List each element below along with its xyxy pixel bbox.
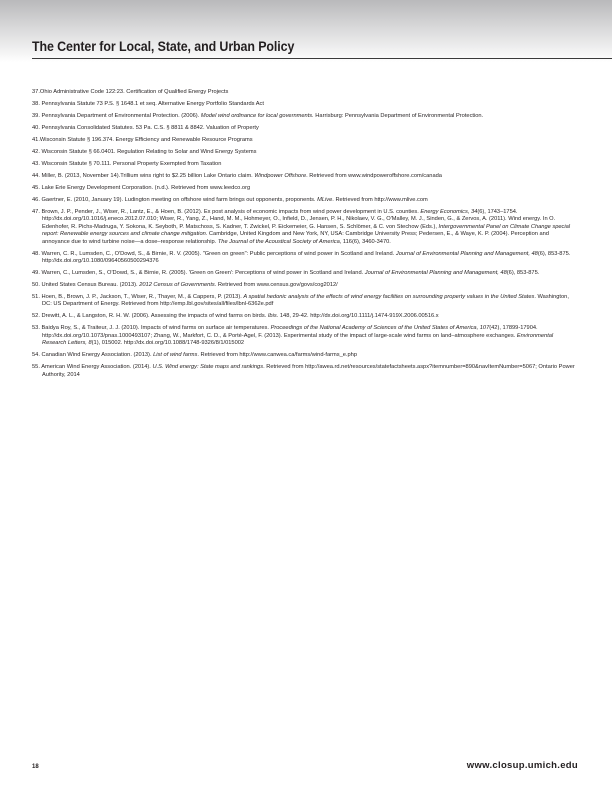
reference-number: 54. — [32, 352, 40, 359]
reference-segment: , 116(6), 3460-3470. — [339, 238, 391, 245]
reference-number: 37. — [32, 89, 40, 95]
reference-text — [40, 294, 569, 307]
reference-item — [32, 197, 577, 204]
reference-segment: Pennsylvania Statute 73 P.S. § 1648.1 et seq. Alternative Energy Portfolio Standards Act — [39, 101, 264, 107]
reference-segment: Pennsylvania Consolidated Statutes. 53 Pa. C.S. § 8811 & 8842. Valuation of Property — [39, 125, 259, 131]
reference-segment: Miller, B. (2013, November 14).Trillium wins right to $2.25 billion Lake Ontario claim. — [39, 173, 255, 179]
reference-title-italic: The Journal of the Acoustical Society of America — [217, 238, 340, 245]
reference-segment: . Cambridge, United Kingdom and New York, NY, USA: Cambridge University Press; Pedersen, E., & Waye, K. P. (2004). Perception and annoyance due to wind turbine noise—a dose–response relationship. — [42, 231, 549, 245]
reference-title-italic: A spatial hedonic analysis of the effects of wind energy facilities on surrounding property values in the United States — [243, 294, 535, 301]
reference-title-italic: Energy Economics, 34 — [420, 209, 478, 215]
reference-item — [32, 251, 577, 266]
reference-title-italic: Journal of Environmental Planning and Management, 48 — [364, 270, 507, 277]
footer-website-link[interactable]: www.closup.umich.edu — [466, 760, 578, 771]
reference-item — [32, 89, 577, 96]
reference-text — [40, 185, 250, 191]
references-list — [32, 89, 577, 384]
reference-item — [32, 364, 577, 379]
reference-number: 48. — [32, 250, 40, 257]
reference-segment: Ohio Administrative Code 122:23. Certification of Qualified Energy Projects — [39, 89, 229, 95]
reference-segment: Wisconsin Statute § 196.374. Energy Efficiency and Renewable Resource Programs — [39, 137, 253, 143]
reference-number: 52. — [32, 313, 40, 320]
reference-item — [32, 149, 577, 156]
reference-text — [40, 209, 570, 245]
reference-text — [40, 282, 338, 288]
reference-segment: (6), 853-875. http://dx.doi.org/10.1080/09640560500294376 — [42, 250, 571, 265]
reference-title-italic: Ibis — [267, 313, 277, 320]
reference-segment: Wisconsin Statute § 66.0401. Regulation Relating to Solar and Wind Energy Systems — [39, 149, 257, 155]
reference-text — [40, 173, 442, 179]
reference-text — [40, 313, 439, 319]
reference-text — [40, 251, 570, 264]
reference-item — [32, 125, 577, 132]
reference-segment: Lake Erie Energy Development Corporation. (n.d.). Retrieved from www.leedco.org — [39, 185, 251, 191]
reference-item — [32, 352, 577, 359]
reference-title-italic: Proceedings of the National Academy of Sciences of the United States of America, 107 — [270, 325, 490, 332]
reference-text — [40, 89, 228, 95]
reference-segment: . 148, 29-42. http://dx.doi.org/10.1111/j.1474-919X.2006.00516.x — [276, 313, 439, 320]
reference-segment: (6), 1743–1754. http://dx.doi.org/10.1016/j.eneco.2012.07.010; Wiser, R., Yang, Z., Hand, M. M., Hohmeyer, O., Infield, D., Jensen, P. H., Nikolaev, V. G., O'Malley, M. J., Sinden, G., & Zervos, A. (2011). Wind energy. In O. Edenhofer, R. Pichs-Madruga, Y. Sokona, K. Seyboth, P. Matschoss, S. Kadner, T. Zwickel, P. Eickemeier, G. Hansen, S. Schlömer, & C. von Stechow (Eds.), — [42, 209, 556, 230]
reference-text — [40, 325, 553, 346]
reference-segment: United States Census Bureau. (2013). — [39, 282, 140, 289]
reference-number: 50. — [32, 282, 40, 289]
reference-segment: Warren, C., Lumsden, S., O'Dowd, S., & Birnie, R. (2005). 'Green on Green': Perceptions of wind power in Scotland and Ireland. — [39, 270, 365, 277]
reference-segment: Warren, C. R., Lumsden, C., O'Dowd, S., & Birnie, R. V. (2005). "Green on green": Public perceptions of wind power in Scotland and Ireland. — [39, 250, 396, 257]
reference-title-italic: Intergovernmental Panel on Climate Change special report: Renewable energy sources and climate change mitigation — [42, 223, 571, 238]
reference-text — [40, 161, 221, 167]
page-number: 18 — [32, 764, 39, 770]
reference-item — [32, 282, 577, 289]
reference-segment: Wisconsin Statute § 70.111. Personal Property Exempted from Taxation — [39, 161, 222, 167]
reference-segment: . Retrieved from http://awea.rd.net/resources/statefactsheets.aspx?itemnumber=890&navItemNumber=5067; Ontario Power Authority, 2014 — [42, 364, 575, 378]
reference-segment: . Retrieved from http://www.mlive.com — [332, 197, 428, 203]
reference-segment: (1), 015002. http://dx.doi.org/10.1088/1748-9326/8/1/015002 — [91, 340, 245, 347]
reference-text — [40, 125, 259, 131]
reference-title-italic: Windpower Offshore — [254, 173, 307, 179]
reference-item — [32, 270, 577, 277]
reference-title-italic: Model wind ordinance for local governments. — [200, 113, 314, 119]
reference-number: 46. — [32, 197, 40, 203]
reference-item — [32, 325, 577, 347]
reference-segment: Pennsylvania Department of Environmental Protection. (2006). — [39, 113, 201, 119]
reference-text — [40, 149, 257, 155]
reference-number: 41. — [32, 137, 40, 143]
reference-number: 42. — [32, 149, 40, 155]
reference-item — [32, 137, 577, 144]
reference-segment: Brown, J. P., Pender, J., Wiser, R., Lantz, E., & Hoen, B. (2012). Ex post analysis of economic impacts from wind power development in U.S. counties. — [39, 209, 421, 215]
reference-segment: (42), 17899-17904. http://dx.doi.org/10.1073/pnas.1000493107; Zhang, W., Markfort, C. D., & Porté-Agel, F. (2013). Experimental study of the impact of large-scale wind farms on land–atmosphere exchanges. — [42, 325, 538, 339]
reference-title-italic: MLive — [317, 197, 333, 203]
reference-title-italic: 2012 Census of Governments — [139, 282, 215, 289]
reference-title-italic: List of wind farms — [153, 352, 198, 359]
reference-number: 49. — [32, 270, 40, 277]
reference-item — [32, 185, 577, 192]
reference-item — [32, 209, 577, 246]
reference-number: 44. — [32, 173, 40, 179]
reference-number: 45. — [32, 185, 40, 191]
reference-segment: Hoen, B., Brown, J. P., Jackson, T., Wiser, R., Thayer, M., & Cappers, P. (2013). — [39, 294, 244, 301]
header-divider — [32, 58, 612, 59]
reference-item — [32, 294, 577, 309]
reference-text — [40, 137, 253, 143]
reference-title-italic: Environmental Research Letters, 8 — [42, 332, 554, 347]
reference-title-italic: U.S. Wind energy: State maps and rankings — [152, 364, 264, 371]
reference-item — [32, 101, 577, 108]
reference-number: 55. — [32, 364, 40, 371]
reference-text — [40, 270, 539, 276]
reference-segment: . Retrieved from www.census.gov/govs/cog2012/ — [214, 282, 338, 289]
reference-item — [32, 313, 577, 320]
reference-segment: Canadian Wind Energy Association. (2013). — [39, 352, 154, 359]
reference-segment: (6), 853-875. — [506, 270, 540, 277]
reference-text — [40, 113, 483, 119]
reference-text — [40, 364, 575, 377]
reference-number: 43. — [32, 161, 40, 167]
reference-title-italic: Journal of Environmental Planning and Management, 48 — [395, 250, 538, 257]
reference-segment: Harrisburg: Pennsylvania Department of Environmental Protection. — [313, 113, 484, 119]
reference-segment: Drewitt, A. L., & Langston, R. H. W. (2006). Assessing the impacts of wind farms on birds. — [39, 313, 268, 320]
reference-number: 51. — [32, 294, 40, 301]
reference-text — [40, 197, 428, 203]
reference-item — [32, 113, 577, 120]
reference-segment: . Retrieved from www.windpoweroffshore.com/canada — [306, 173, 442, 179]
reference-text — [40, 352, 357, 358]
page-header-title: The Center for Local, State, and Urban Policy — [32, 39, 295, 54]
reference-text — [40, 101, 264, 107]
reference-segment: Gaertner, E. (2010, January 19). Ludington meeting on offshore wind farm brings out opponents, proponents. — [39, 197, 318, 203]
reference-segment: . Washington, DC: US Department of Energy. Retrieved from http://emp.lbl.gov/sites/all/files/lbnl-6362e.pdf — [42, 294, 569, 308]
reference-item — [32, 173, 577, 180]
reference-number: 40. — [32, 125, 40, 131]
reference-number: 47. — [32, 209, 40, 215]
reference-segment: . Retrieved from http://www.canwea.ca/farms/wind-farms_e.php — [197, 352, 358, 359]
reference-segment: Baidya Roy, S., & Traiteur, J. J. (2010). Impacts of wind farms on surface air temperatures. — [39, 325, 271, 332]
reference-item — [32, 161, 577, 168]
reference-segment: American Wind Energy Association. (2014). — [39, 364, 153, 371]
reference-number: 38. — [32, 101, 40, 107]
reference-number: 53. — [32, 325, 40, 332]
reference-number: 39. — [32, 113, 40, 119]
